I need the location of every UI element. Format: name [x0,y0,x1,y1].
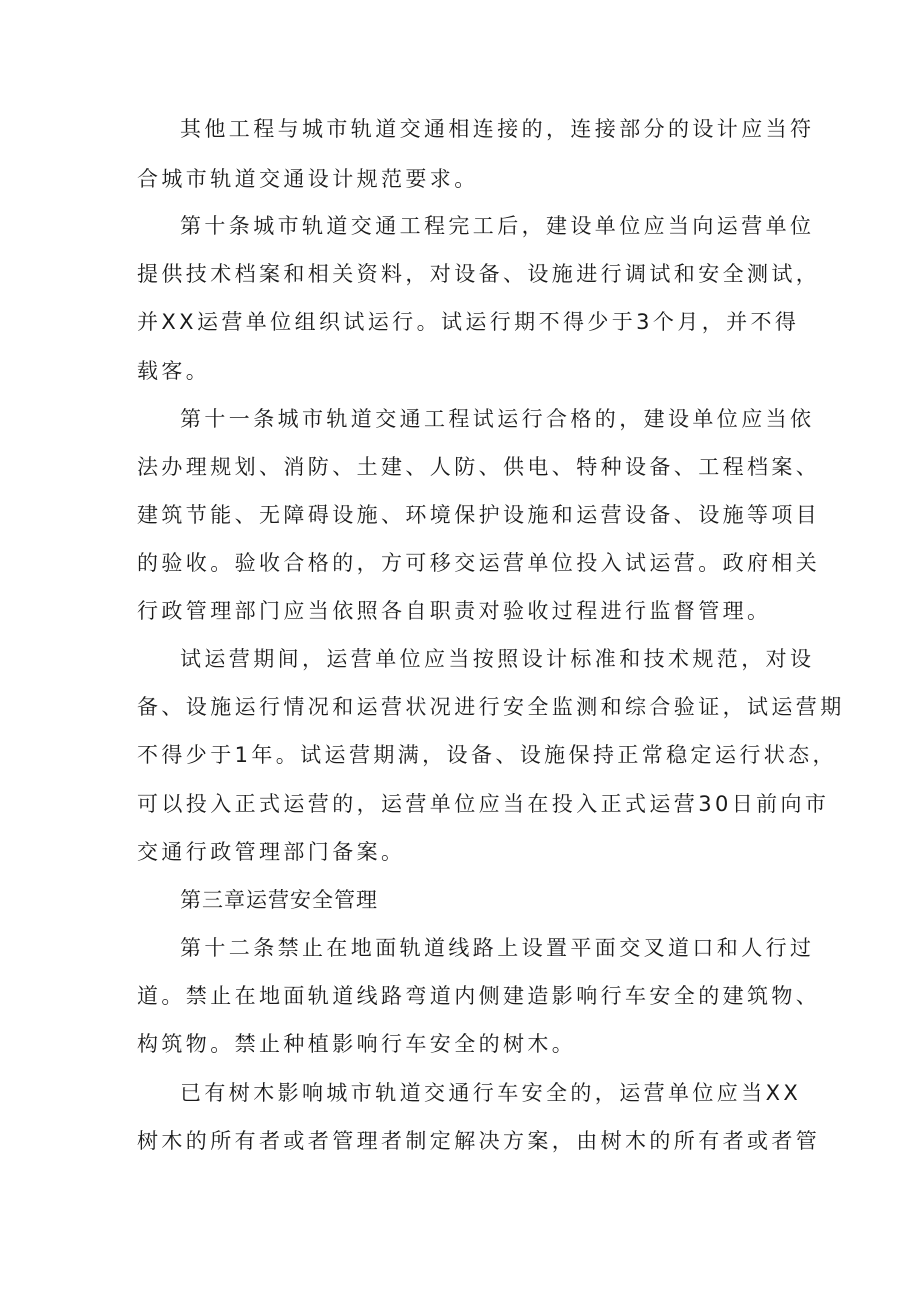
paragraph-line: 合城市轨道交通设计规范要求。 [137,167,479,191]
paragraph-line: 第十一条城市轨道交通工程试运行合格的，建设单位应当依 [180,407,815,431]
paragraph-line: 提供技术档案和相关资料，对设备、设施进行调试和安全测试， [137,262,821,286]
paragraph-line: 建筑节能、无障碍设施、环境保护设施和运营设备、设施等项目 [137,503,821,527]
paragraph-line: 已有树木影响城市轨道交通行车安全的，运营单位应当XX [180,1081,802,1105]
paragraph-line: 不得少于1年。试运营期满，设备、设施保持正常稳定运行状态， [137,743,837,767]
paragraph-line: 并XX运营单位组织试运行。试运行期不得少于3个月，并不得 [137,310,800,334]
paragraph-line: 的验收。验收合格的，方可移交运营单位投入试运营。政府相关 [137,551,821,575]
paragraph-line: 第十条城市轨道交通工程完工后，建设单位应当向运营单位 [180,214,815,238]
paragraph-line: 交通行政管理部门备案。 [137,840,406,864]
paragraph-line: 其他工程与城市轨道交通相连接的，连接部分的设计应当符 [180,117,815,141]
paragraph-line: 道。禁止在地面轨道线路弯道内侧建造影响行车安全的建筑物、 [137,984,821,1008]
paragraph-line: 试运营期间，运营单位应当按照设计标准和技术规范，对设 [180,647,815,671]
paragraph-line: 构筑物。禁止种植影响行车安全的树木。 [137,1032,577,1056]
paragraph-line: 可以投入正式运营的，运营单位应当在投入正式运营30日前向市 [137,792,830,816]
paragraph-line: 第十二条禁止在地面轨道线路上设置平面交叉道口和人行过 [180,936,815,960]
paragraph-line: 行政管理部门应当依照各自职责对验收过程进行监督管理。 [137,599,772,623]
paragraph-line: 树木的所有者或者管理者制定解决方案，由树木的所有者或者管 [137,1129,821,1153]
paragraph-line: 法办理规划、消防、土建、人防、供电、特种设备、工程档案、 [137,455,821,479]
paragraph-line: 载客。 [137,359,211,383]
paragraph-line: 备、设施运行情况和运营状况进行安全监测和综合验证，试运营期 [137,695,845,719]
chapter-heading: 第三章运营安全管理 [180,888,378,912]
